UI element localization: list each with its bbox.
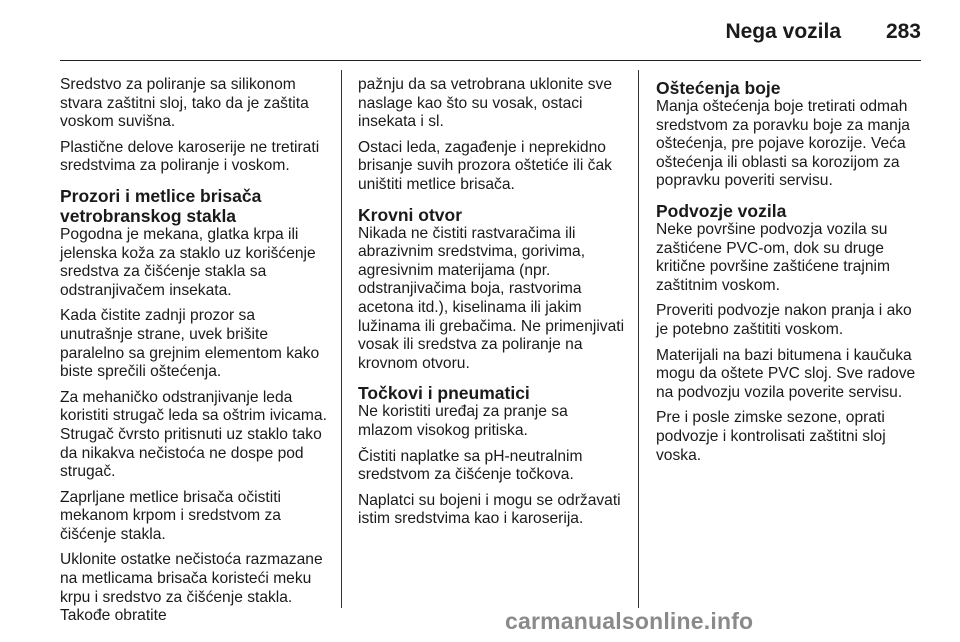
paragraph: Ostaci leda, zagađenje i neprekidno brisanje suvih prozora oštetiće ili čak uništiti metlice brisača. — [358, 138, 612, 193]
watermark: carmanualsonline.info — [505, 608, 754, 634]
paragraph: Pogodna je mekana, glatka krpa ili jelenska koža za staklo uz korišćenje sredstva za čišćenje stakla sa odstranjivačem insekata. — [60, 225, 316, 299]
paragraph: Ne koristiti uređaj za pranje sa mlazom visokog pritiska. — [358, 403, 568, 439]
paragraph: Uklonite ostatke nečistoća razmazane na metlicama brisača koristeći meku krpu i sredstvo za čišćenje stakla. Takođe obratite — [60, 551, 323, 625]
page-header — [60, 16, 921, 61]
paragraph: Za mehaničko odstranjivanje leda koristiti strugač leda sa oštrim ivicama. Strugač čvrsto pritisnuti uz staklo tako da nikakva nečistoća ne dospe pod strugač. — [60, 388, 327, 481]
section-heading: Točkovi i pneumatici — [358, 383, 530, 404]
section-heading: Prozori i metlice brisača vetrobranskog stakla — [60, 185, 262, 226]
paragraph: Materijali na bazi bitumena i kaučuka mogu da oštete PVC sloj. Sve radove na podvozju vozila poverite servisu. — [656, 346, 916, 401]
column-divider — [341, 70, 342, 608]
paragraph: Nikada ne čistiti rastvaračima ili abrazivnim sredstvima, gorivima, agresivnim materijama (npr. odstranjivačima boja, rastvorima acetona itd.), kiselinama ili jakim lužinama ili grebačima. Ne primenjivati vosak ili sredstva za poliranje na krovnom otvoru. — [358, 224, 625, 372]
section-heading: Krovni otvor — [358, 204, 463, 225]
paragraph: Pre i posle zimske sezone, oprati podvozje i kontrolisati zaštitni sloj voska. — [656, 409, 886, 464]
paragraph: Neke površine podvozja vozila su zaštićene PVC-om, dok su druge kritične površine zaštićene trajnim zaštitnim voskom. — [656, 220, 890, 294]
paragraph: pažnju da sa vetrobrana uklonite sve naslage kao što su vosak, ostaci insekata i sl. — [358, 76, 612, 131]
paragraph: Plastične delove karoserije ne tretirati sredstvima za poliranje i voskom. — [60, 138, 320, 175]
paragraph: Čistiti naplatke sa pH-neutralnim sredstvom za čišćenje točkova. — [358, 447, 583, 484]
paragraph: Manja oštećenja boje tretirati odmah sredstvom za poravku boje za manja oštećenja, pre pojave korozije. Veća oštećenja ili oblasti sa korozijom za popravku poveriti servisu. — [656, 98, 910, 190]
paragraph: Naplatci su bojeni i mogu se održavati istim sredstvima kao i karoserija. — [358, 491, 621, 528]
paragraph: Sredstvo za poliranje sa silikonom stvara zaštitni sloj, tako da je zaštita voskom suvišna. — [60, 76, 309, 131]
section-heading: Oštećenja boje — [656, 78, 781, 98]
section-title: Nega vozila — [725, 20, 841, 43]
column-middle — [358, 76, 626, 536]
column-right — [656, 76, 924, 472]
paragraph: Proveriti podvozje nakon pranja i ako je potebno zaštititi voskom. — [656, 302, 912, 338]
section-heading: Podvozje vozila — [656, 200, 787, 221]
paragraph: Zaprljane metlice brisača očistiti mekanom krpom i sredstvom za čišćenje stakla. — [60, 488, 281, 543]
column-divider — [638, 70, 639, 608]
column-left — [60, 76, 330, 633]
paragraph: Kada čistite zadnji prozor sa unutrašnje strane, uvek brišite paralelno sa grejnim elementom kako biste sprečili oštećenja. — [60, 307, 320, 381]
page-number: 283 — [885, 20, 921, 43]
